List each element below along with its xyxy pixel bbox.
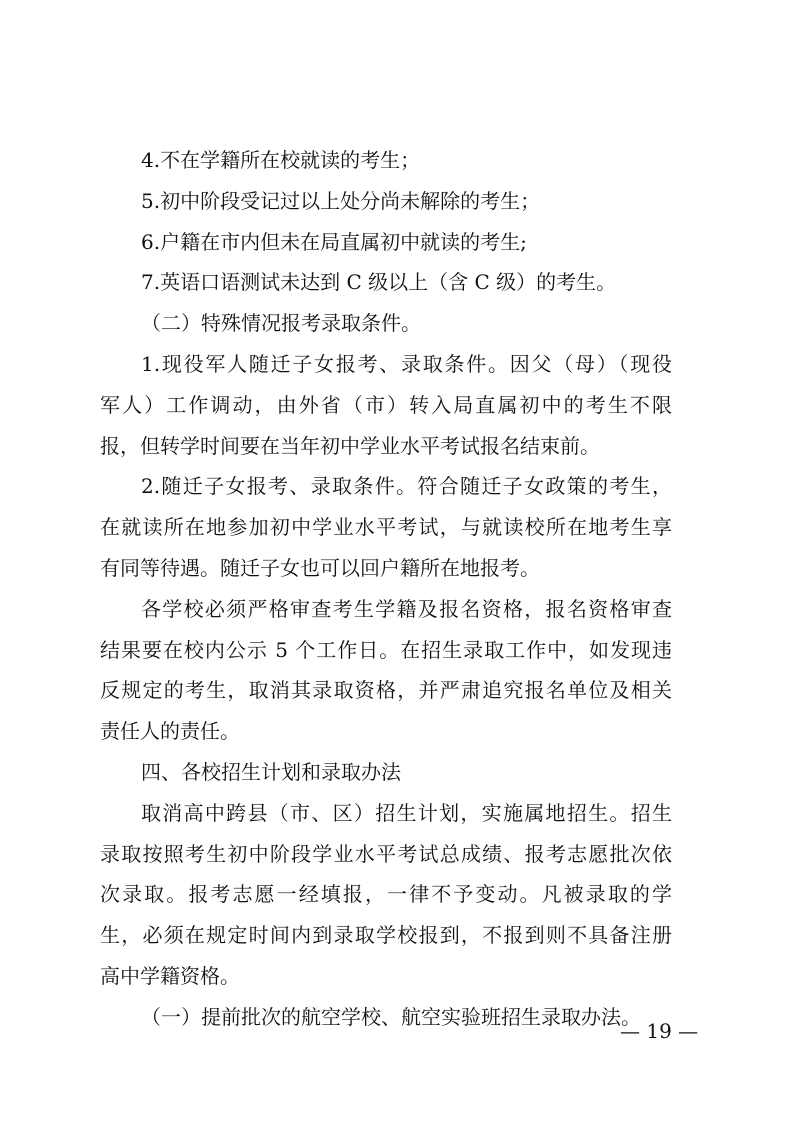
text-line: 次录取。报考志愿一经填报，一律不予变动。凡被录取的学 (100, 882, 672, 907)
text-line: 1.现役军人随迁子女报考、录取条件。因父（母）（现役 (141, 351, 672, 376)
text-line: 四、各校招生计划和录取办法 (141, 759, 401, 784)
text-line: 5.初中阶段受记过以上处分尚未解除的考生； (141, 188, 541, 213)
text-line: 各学校必须严格审查考生学籍及报名资格，报名资格审查 (141, 596, 672, 621)
text-line: 6.户籍在市内但未在局直属初中就读的考生; (141, 229, 527, 254)
text-line: 反规定的考生，取消其录取资格，并严肃追究报名单位及相关 (100, 678, 672, 703)
text-line: 2.随迁子女报考、录取条件。符合随迁子女政策的考生， (141, 474, 672, 499)
text-line: 有同等待遇。随迁子女也可以回户籍所在地报考。 (100, 555, 540, 580)
text-line: 军人）工作调动，由外省（市）转入局直属初中的考生不限 (100, 392, 672, 417)
text-line: （一）提前批次的航空学校、航空实验班招生录取办法。 (141, 1004, 641, 1029)
text-line: 在就读所在地参加初中学业水平考试，与就读校所在地考生享 (100, 515, 672, 540)
text-line: 生，必须在规定时间内到录取学校报到，不报到则不具备注册 (100, 923, 672, 948)
text-line: 取消高中跨县（市、区）招生计划，实施属地招生。招生 (141, 800, 672, 825)
text-line: 录取按照考生初中阶段学业水平考试总成绩、报考志愿批次依 (100, 841, 672, 866)
page-number: — 19 — (620, 1019, 699, 1043)
text-line: 报，但转学时间要在当年初中学业水平考试报名结束前。 (100, 433, 600, 458)
text-line: 高中学籍资格。 (100, 963, 240, 988)
text-line: （二）特殊情况报考录取条件。 (141, 311, 421, 336)
text-line: 结果要在校内公示 5 个工作日。在招生录取工作中，如发现违 (100, 637, 672, 662)
text-line: 责任人的责任。 (100, 719, 240, 744)
text-line: 4.不在学籍所在校就读的考生； (141, 148, 421, 172)
text-line: 7.英语口语测试未达到 C 级以上（含 C 级）的考生。 (141, 270, 617, 295)
body-text (100, 140, 672, 1038)
